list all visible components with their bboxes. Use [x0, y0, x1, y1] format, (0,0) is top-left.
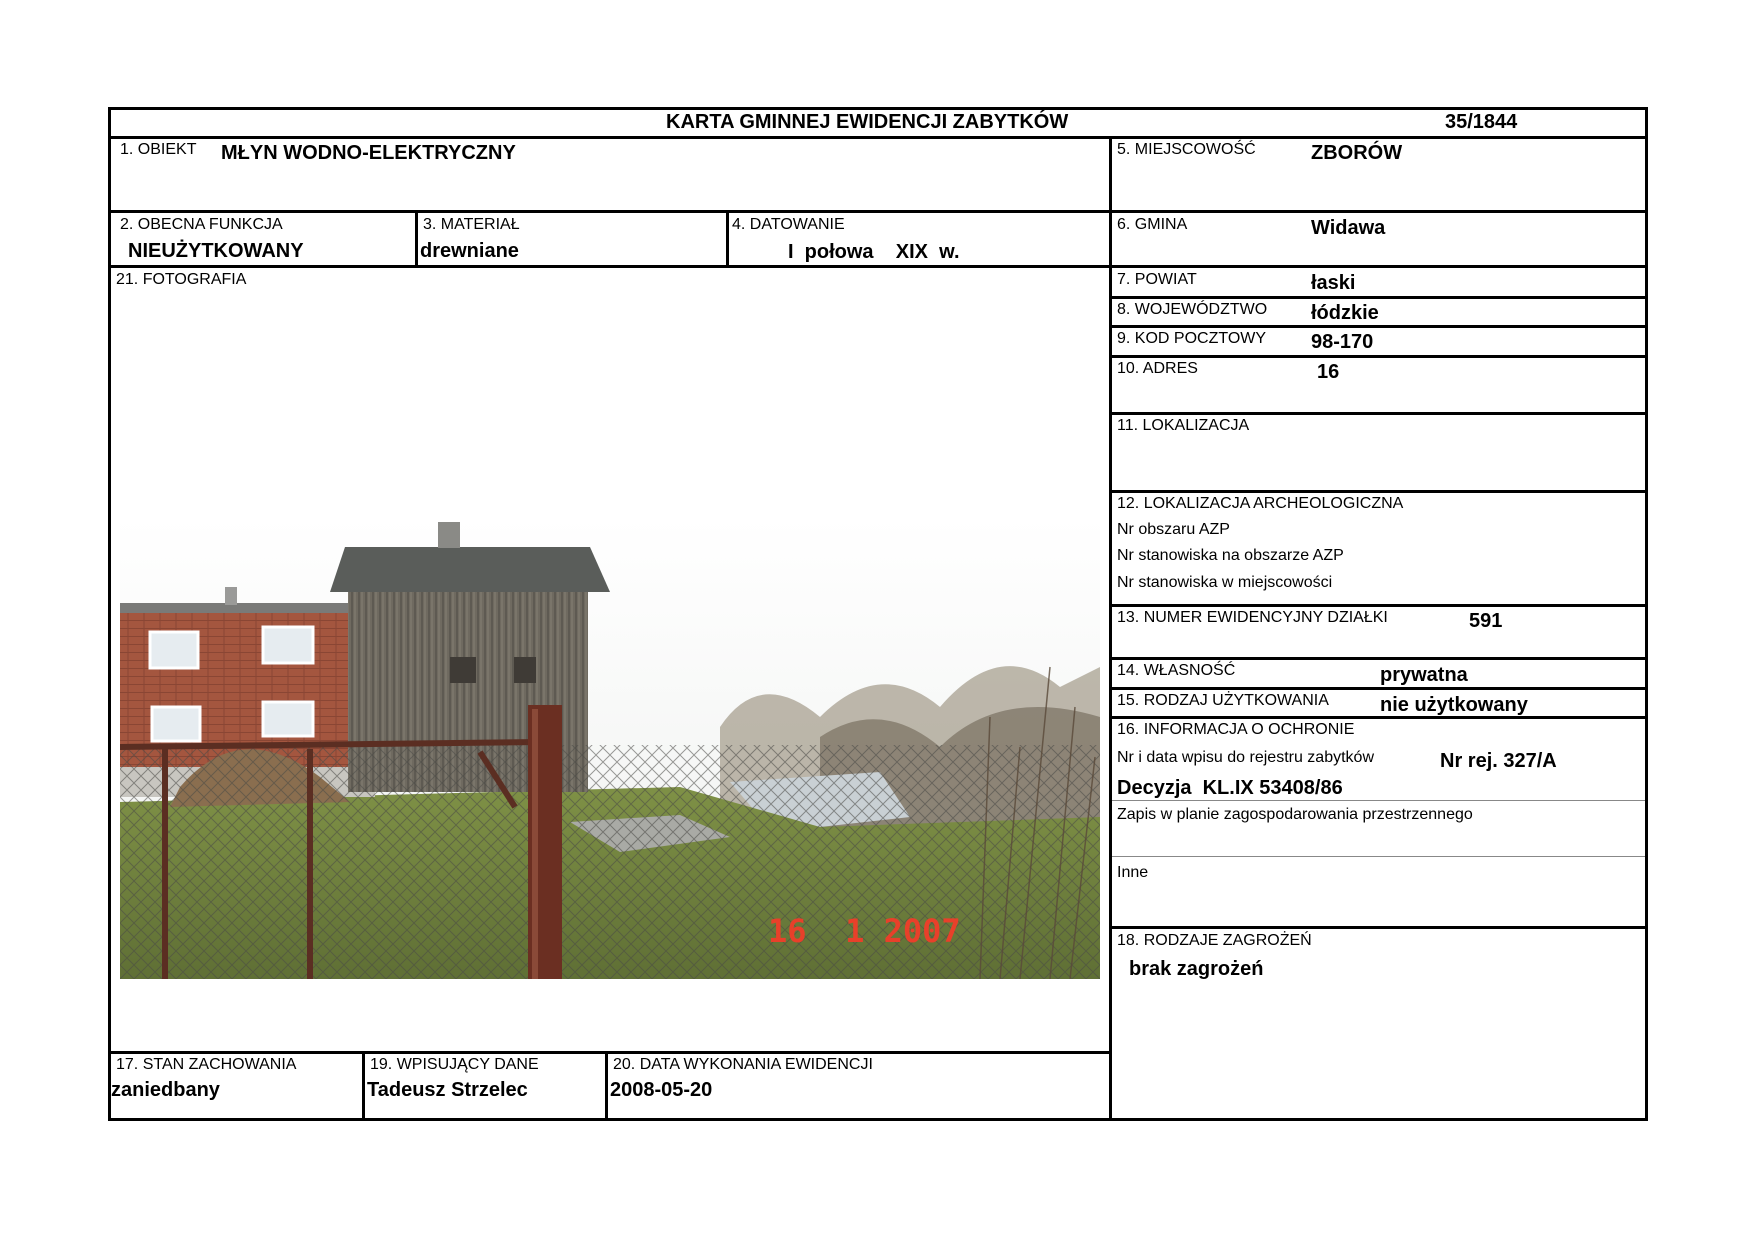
stan-label: 17. STAN ZACHOWANIA [116, 1056, 297, 1073]
left-sep-3 [108, 1051, 1111, 1054]
adres-label: 10. ADRES [1117, 360, 1198, 377]
bottom-divider-2 [605, 1051, 608, 1121]
zagrozenia-label: 18. RODZAJE ZAGROŻEŃ [1117, 932, 1312, 949]
frame-left [108, 107, 111, 1121]
wpisujacy-value: Tadeusz Strzelec [367, 1079, 528, 1101]
uzytkowanie-value: nie użytkowany [1380, 694, 1528, 716]
obiekt-label: 1. OBIEKT [120, 141, 197, 158]
obiekt-value: MŁYN WODNO-ELEKTRYCZNY [221, 142, 516, 164]
plan-label: Zapis w planie zagospodarowania przestrzennego [1117, 806, 1473, 823]
rejestr-value: Nr rej. 327/A [1440, 750, 1557, 772]
material-label: 3. MATERIAŁ [423, 216, 520, 233]
stan-value: zaniedbany [111, 1079, 220, 1101]
right-sep-7 [1109, 296, 1648, 299]
right-sep-9 [1109, 355, 1648, 358]
archeo-line-3: Nr stanowiska w miejscowości [1117, 574, 1333, 591]
ochrona-label: 16. INFORMACJA O OCHRONIE [1117, 721, 1355, 738]
title-separator [108, 136, 1648, 139]
inne-label: Inne [1117, 864, 1149, 881]
left-sep-1 [108, 210, 1111, 213]
right-sep-13 [1109, 657, 1648, 660]
dzialka-value: 591 [1469, 610, 1503, 632]
lokalizacja-label: 11. LOKALIZACJA [1117, 417, 1250, 434]
object-photograph [120, 517, 1100, 979]
gmina-value: Widawa [1311, 217, 1386, 239]
wojewodztwo-value: łódzkie [1311, 302, 1379, 324]
card-title: KARTA GMINNEJ EWIDENCJI ZABYTKÓW [666, 111, 1069, 133]
kod-value: 98-170 [1311, 331, 1374, 353]
right-sep-5 [1109, 210, 1648, 213]
main-divider [1109, 136, 1112, 1121]
material-value: drewniane [420, 240, 519, 262]
archeo-label: 12. LOKALIZACJA ARCHEOLOGICZNA [1117, 495, 1404, 512]
archeo-line-2: Nr stanowiska na obszarze AZP [1117, 547, 1344, 564]
powiat-value: łaski [1311, 272, 1356, 294]
frame-right [1645, 107, 1648, 1121]
miejscowosc-label: 5. MIEJSCOWOŚĆ [1117, 141, 1256, 158]
decyzja-value: Decyzja KL.IX 53408/86 [1117, 777, 1343, 799]
zagrozenia-value: brak zagrożeń [1129, 958, 1264, 980]
right-sep-10 [1109, 412, 1648, 415]
right-sep-11 [1109, 490, 1648, 493]
adres-value: 16 [1317, 361, 1340, 383]
wpisujacy-label: 19. WPISUJĄCY DANE [370, 1056, 539, 1073]
right-sep-6 [1109, 265, 1648, 268]
right-sep-8 [1109, 325, 1648, 328]
bottom-divider-1 [362, 1051, 365, 1121]
wlasnosc-value: prywatna [1380, 664, 1468, 686]
frame-top [108, 107, 1648, 110]
left-sep-2 [108, 265, 1111, 268]
card-number: 35/1844 [1445, 111, 1518, 133]
archeo-line-1: Nr obszaru AZP [1117, 521, 1230, 538]
dzialka-label: 13. NUMER EWIDENCYJNY DZIAŁKI [1117, 609, 1388, 626]
powiat-label: 7. POWIAT [1117, 271, 1197, 288]
right-sep-14 [1109, 687, 1648, 690]
wojewodztwo-label: 8. WOJEWÓDZTWO [1117, 301, 1268, 318]
right-sep-15 [1109, 716, 1648, 719]
data-label: 20. DATA WYKONANIA EWIDENCJI [613, 1056, 873, 1073]
miejscowosc-value: ZBORÓW [1311, 142, 1403, 164]
kod-label: 9. KOD POCZTOWY [1117, 330, 1267, 347]
uzytkowanie-label: 15. RODZAJ UŻYTKOWANIA [1117, 692, 1329, 709]
datowanie-label: 4. DATOWANIE [732, 216, 845, 233]
fotografia-label: 21. FOTOGRAFIA [116, 271, 247, 288]
gmina-label: 6. GMINA [1117, 216, 1188, 233]
wlasnosc-label: 14. WŁASNOŚĆ [1117, 662, 1236, 679]
data-value: 2008-05-20 [610, 1079, 713, 1101]
funkcja-label: 2. OBECNA FUNKCJA [120, 216, 283, 233]
row2-divider-1 [415, 210, 418, 267]
funkcja-value: NIEUŻYTKOWANY [128, 240, 304, 262]
right-sep-16 [1109, 926, 1648, 929]
ochrona-thin-2 [1112, 856, 1645, 857]
ochrona-thin-1 [1112, 800, 1645, 801]
right-sep-12 [1109, 604, 1648, 607]
photo-date-stamp: 16 1 2007 [768, 912, 961, 950]
frame-bottom [108, 1118, 1648, 1121]
heritage-record-card [108, 107, 1648, 1121]
row2-divider-2 [726, 210, 729, 267]
rejestr-label: Nr i data wpisu do rejestru zabytków [1117, 749, 1374, 766]
datowanie-value: I połowa XIX w. [788, 241, 960, 263]
